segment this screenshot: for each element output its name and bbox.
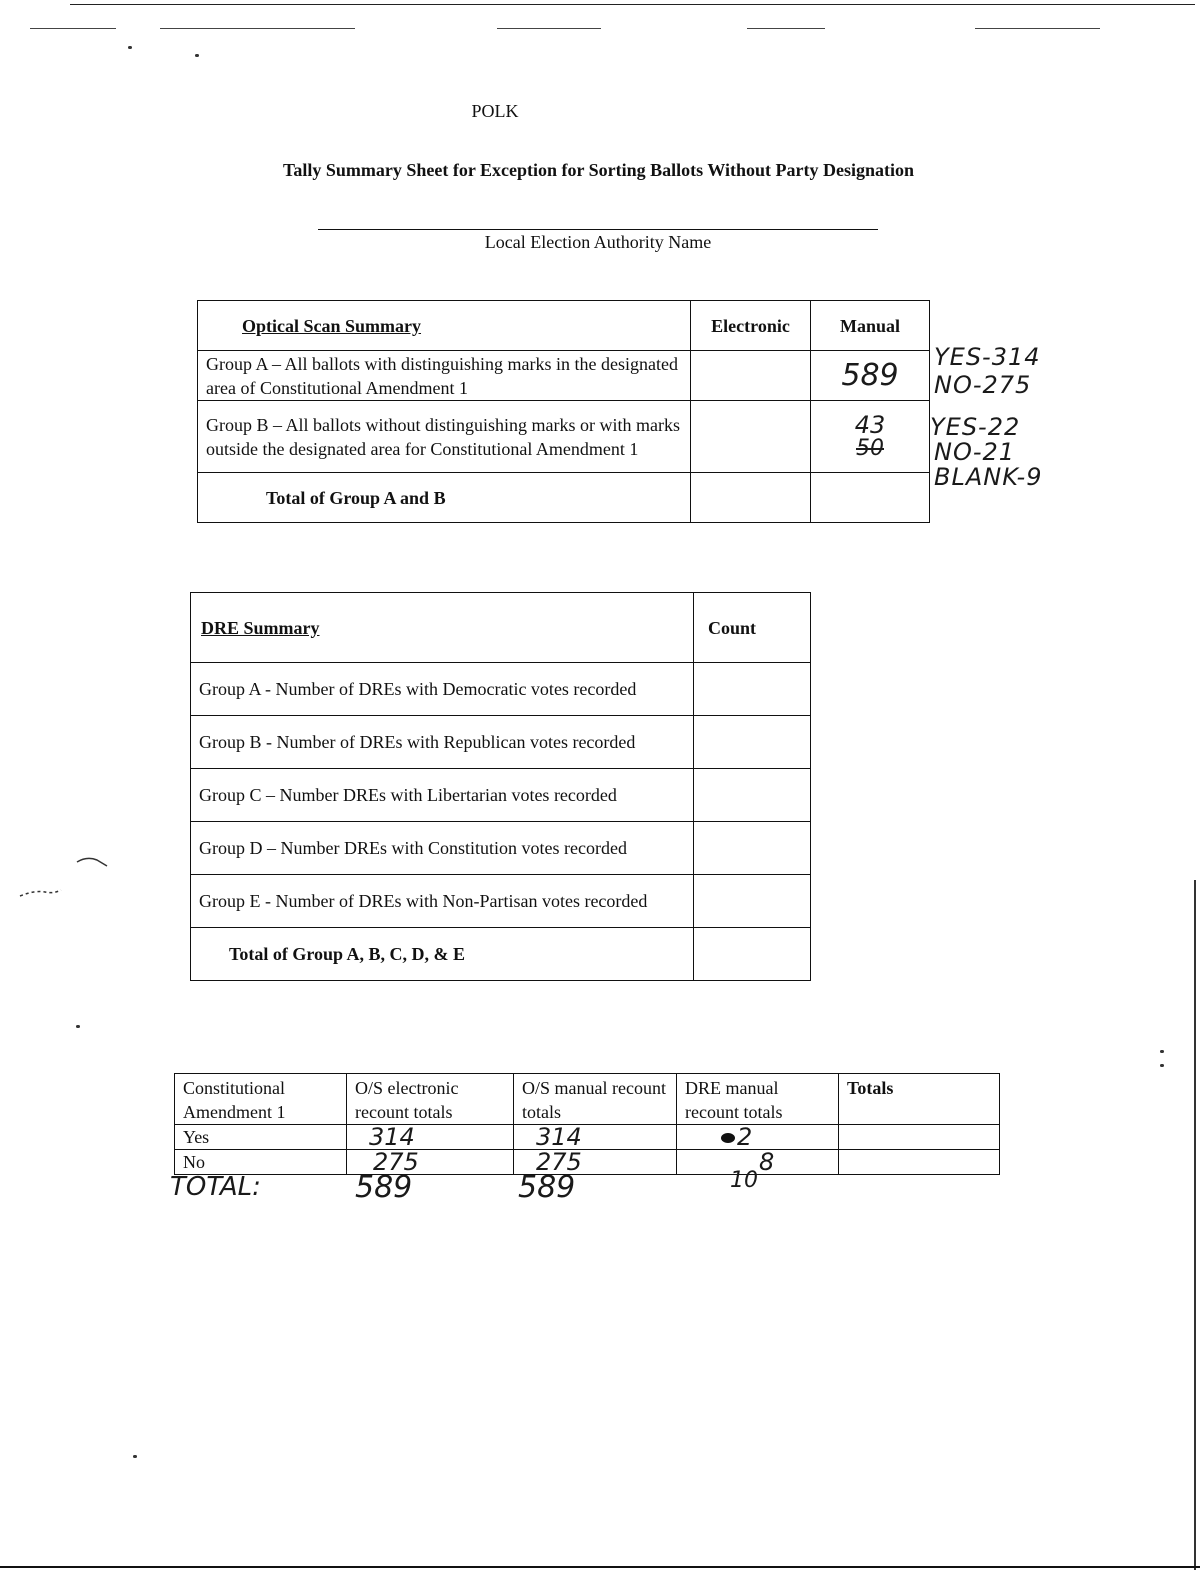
scan-artifact <box>15 850 110 900</box>
totals-header: Totals <box>839 1074 1000 1125</box>
scan-artifact <box>160 28 355 29</box>
yes-os-manual: 314 <box>514 1125 677 1150</box>
scan-artifact <box>975 28 1100 29</box>
dre-row-count <box>694 663 811 716</box>
document-title: Tally Summary Sheet for Exception for Sorting Ballots Without Party Designation <box>282 160 915 180</box>
handwritten-total-dre-manual: 10 <box>730 1168 758 1193</box>
optical-row-manual: 589 <box>811 351 930 401</box>
scan-artifact <box>497 28 601 29</box>
dre-row-label: Group A - Number of DREs with Democratic votes recorded <box>191 663 694 716</box>
dre-row-label: Group B - Number of DREs with Republican votes recorded <box>191 716 694 769</box>
dre-row-label: Group E - Number of DREs with Non-Partisan votes recorded <box>191 875 694 928</box>
optical-row-manual <box>811 401 930 473</box>
authority-name-line <box>318 229 878 230</box>
optical-scan-title: Optical Scan Summary <box>198 301 691 351</box>
optical-row-electronic <box>691 401 811 473</box>
margin-note: BLANK-9 <box>934 463 1043 491</box>
optical-total-electronic <box>691 473 811 523</box>
right-edge-rule <box>1194 880 1196 1570</box>
scan-artifact <box>195 54 199 57</box>
margin-note: NO-21 <box>934 438 1016 466</box>
scan-artifact <box>747 28 825 29</box>
scan-artifact <box>1160 1064 1164 1067</box>
col-manual: Manual <box>811 301 930 351</box>
no-totals <box>839 1150 1000 1175</box>
yes-os-electronic: 314 <box>347 1125 514 1150</box>
dre-manual-header: DRE manual recount totals <box>677 1074 839 1125</box>
yes-dre-manual: 2 <box>677 1125 839 1150</box>
top-rule <box>70 4 1195 5</box>
optical-row-label: Group B – All ballots without distinguishing marks or with marks outside the designated area for Constitutional Amendment 1 <box>198 401 691 473</box>
handwritten-total-label: TOTAL: <box>170 1172 261 1202</box>
optical-total-manual <box>811 473 930 523</box>
dre-summary-table <box>190 592 811 981</box>
authority-name-label: Local Election Authority Name <box>484 232 712 252</box>
dre-row-label: Group D – Number DREs with Constitution votes recorded <box>191 822 694 875</box>
yes-label: Yes <box>175 1125 347 1150</box>
scan-artifact <box>76 1025 80 1028</box>
scan-artifact <box>128 46 132 49</box>
dre-row-count <box>694 769 811 822</box>
scan-artifact <box>30 28 116 29</box>
no-os-manual: 275 <box>514 1150 677 1175</box>
margin-note: NO-275 <box>934 371 1032 399</box>
manual-corrected-value: 43 <box>854 410 886 439</box>
dre-total-label: Total of Group A, B, C, D, & E <box>191 928 694 981</box>
optical-row-label: Group A – All ballots with distinguishing marks in the designated area of Constitutional Amendment 1 <box>198 351 691 401</box>
dre-summary-title: DRE Summary <box>191 593 694 663</box>
margin-note: YES-22 <box>930 413 1021 441</box>
amendment-recount-table <box>174 1073 1000 1175</box>
ink-blot <box>721 1133 735 1143</box>
margin-note: YES-314 <box>934 343 1041 371</box>
dre-row-count <box>694 875 811 928</box>
optical-total-label: Total of Group A and B <box>198 473 691 523</box>
no-label: No <box>175 1150 347 1175</box>
amendment-header: Constitutional Amendment 1 <box>175 1074 347 1125</box>
no-dre-manual: 8 <box>677 1150 839 1175</box>
col-count: Count <box>694 593 811 663</box>
dre-row-count <box>694 716 811 769</box>
col-electronic: Electronic <box>691 301 811 351</box>
dre-total-count <box>694 928 811 981</box>
dre-row-count <box>694 822 811 875</box>
scan-artifact <box>1160 1050 1164 1053</box>
manual-struck-value: 50 <box>856 435 884 461</box>
no-os-electronic: 275 <box>347 1150 514 1175</box>
yes-totals <box>839 1125 1000 1150</box>
handwritten-total-os-electronic: 589 <box>355 1170 413 1205</box>
handwritten-total-os-manual: 589 <box>518 1170 576 1205</box>
dre-row-label: Group C – Number DREs with Libertarian votes recorded <box>191 769 694 822</box>
bottom-rule <box>0 1566 1200 1568</box>
os-electronic-header: O/S electronic recount totals <box>347 1074 514 1125</box>
optical-row-electronic <box>691 351 811 401</box>
county-name: POLK <box>471 101 519 121</box>
optical-scan-table <box>197 300 930 523</box>
os-manual-header: O/S manual recount totals <box>514 1074 677 1125</box>
scan-artifact <box>133 1455 137 1458</box>
